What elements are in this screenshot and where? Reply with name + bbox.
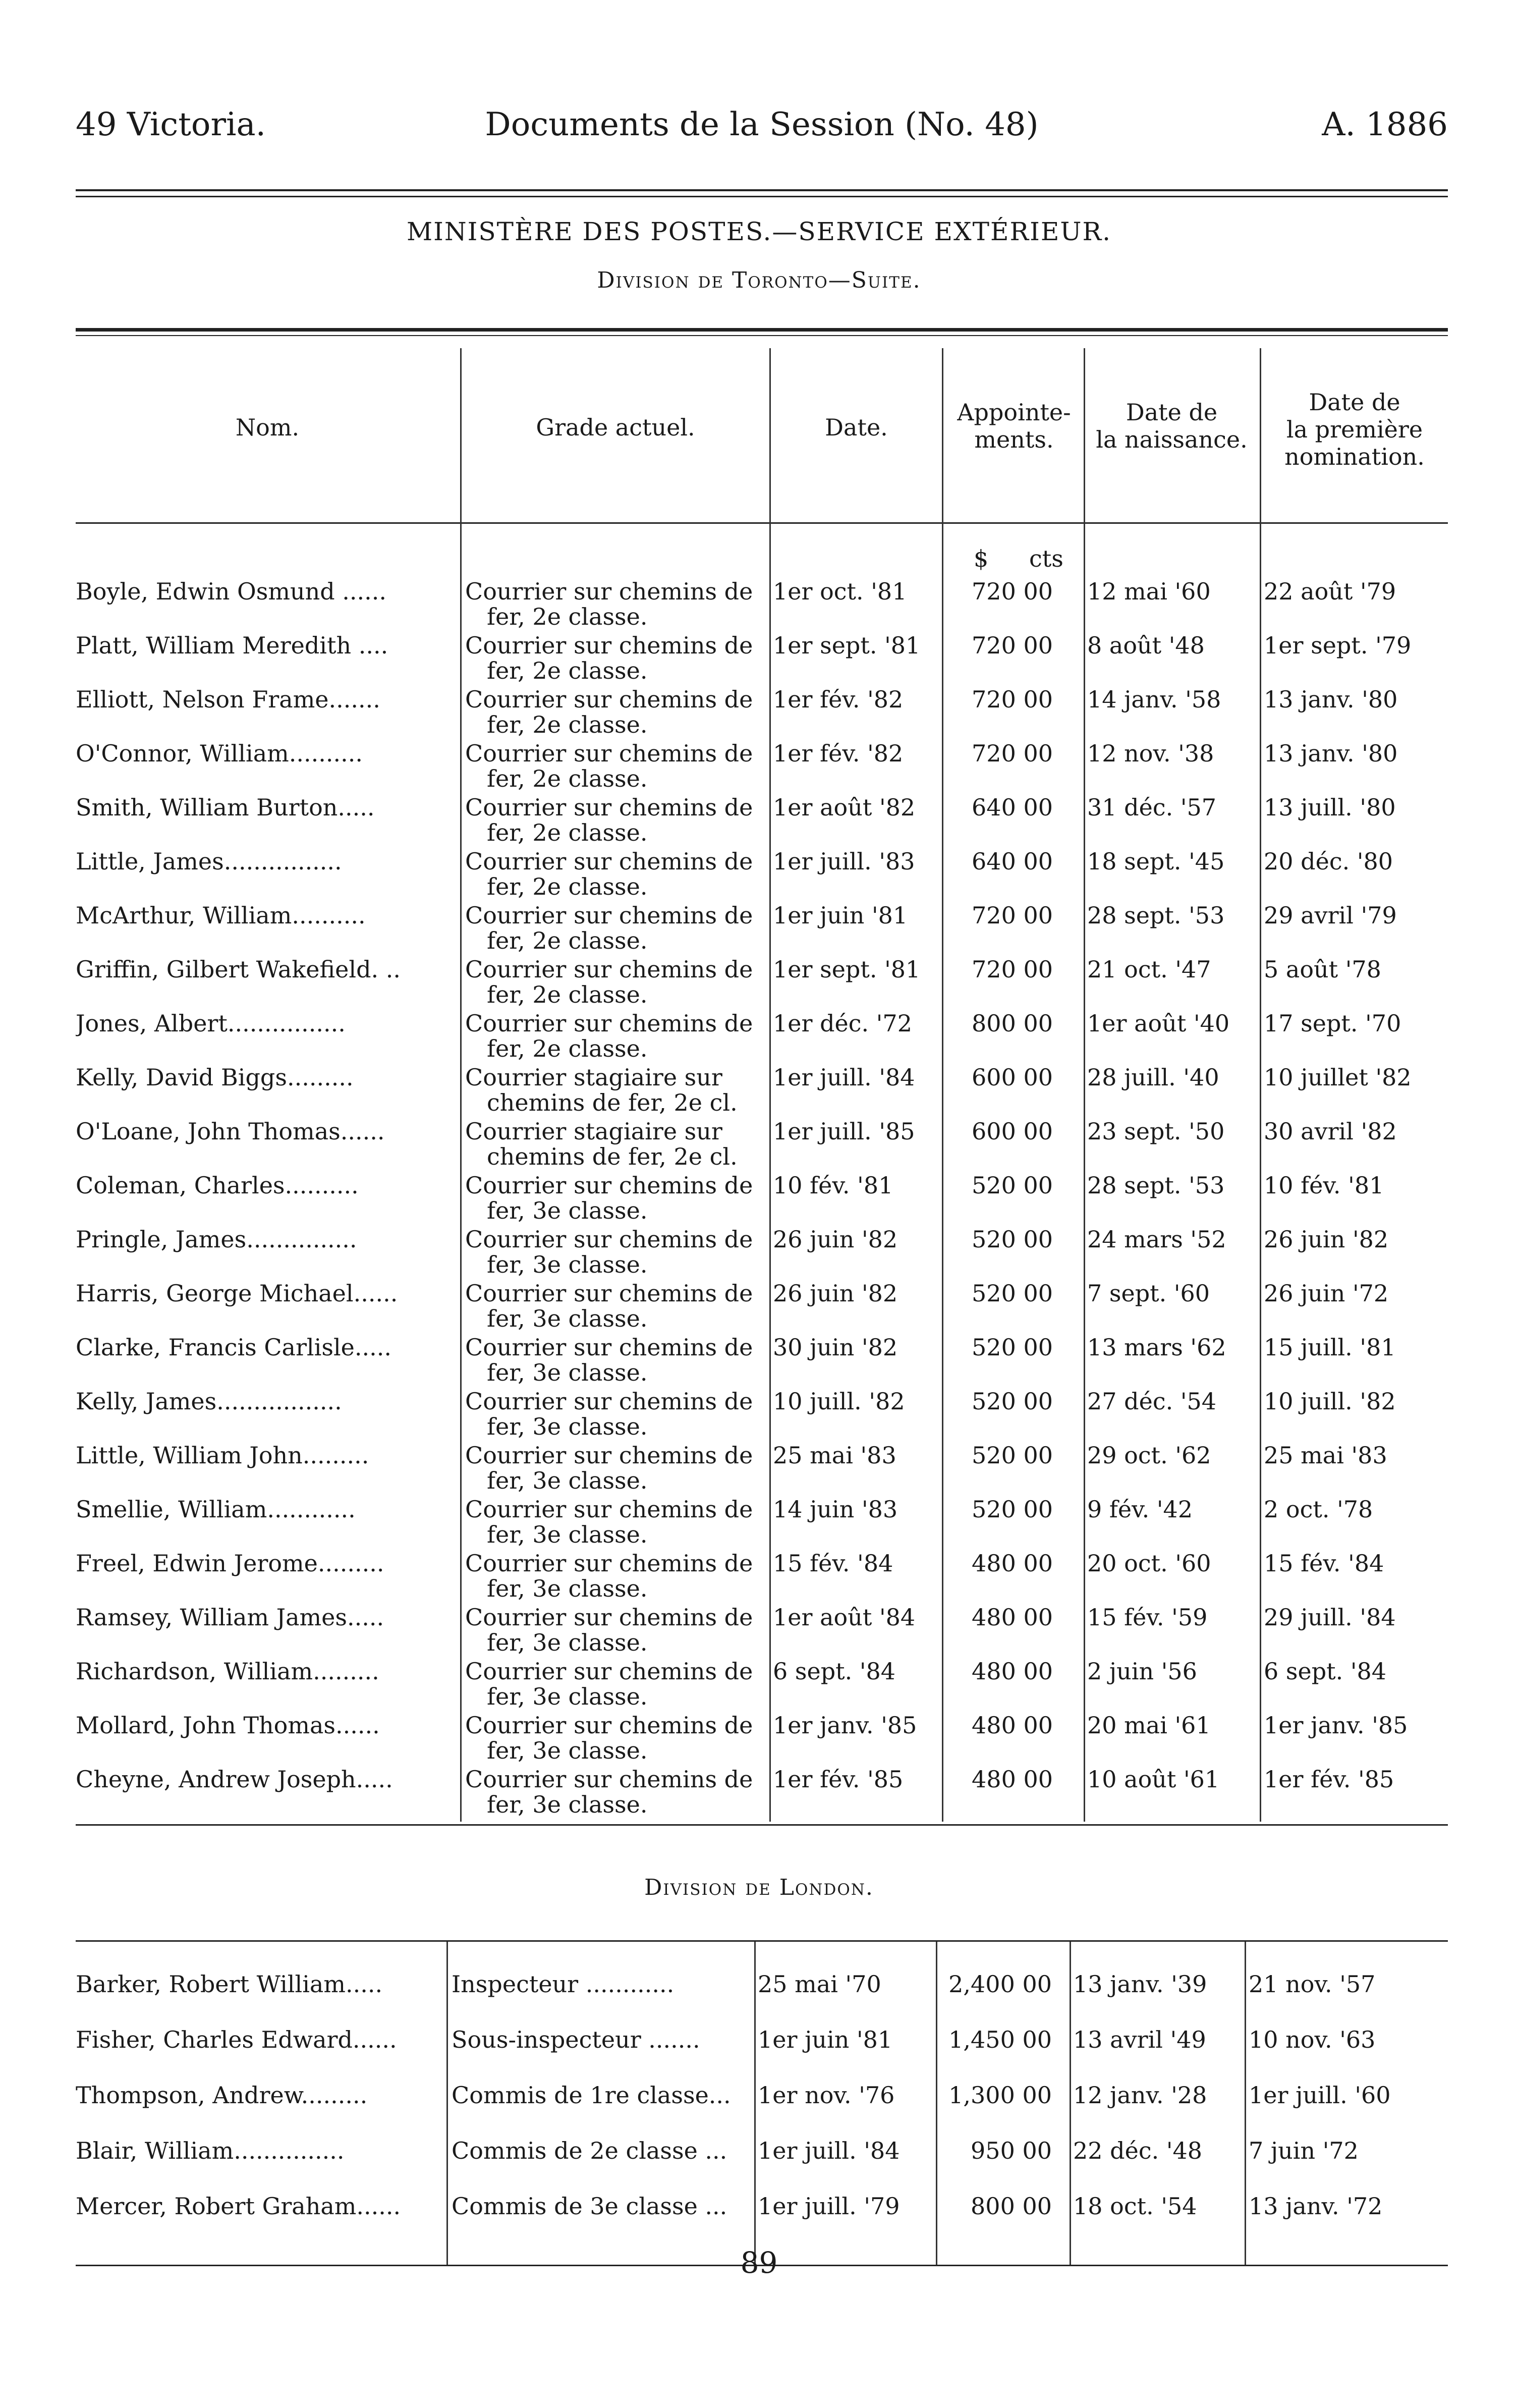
salary: 720 00	[972, 578, 1053, 605]
employee-name: Blair, William...............	[76, 2137, 345, 2164]
grade: Inspecteur ............	[452, 1971, 674, 1998]
grade-line-1: Courrier sur chemins de	[465, 1712, 753, 1739]
first-nomination-date: 10 nov. '63	[1249, 2026, 1376, 2053]
birth-date: 1er août '40	[1087, 1010, 1230, 1037]
salary: 520 00	[972, 1172, 1053, 1199]
grade-line-1: Courrier sur chemins de	[465, 794, 753, 821]
salary: 640 00	[972, 794, 1053, 821]
first-nomination-date: 26 juin '72	[1264, 1280, 1389, 1307]
salary: 950 00	[971, 2137, 1052, 2164]
employee-name: Little, James................	[76, 848, 342, 875]
grade-line-1: Courrier sur chemins de	[465, 902, 753, 929]
appointment-date: 1er juill. '83	[773, 848, 915, 875]
header-premiere-line1: Date de	[1309, 389, 1400, 416]
salary: 720 00	[972, 956, 1053, 983]
employee-name: Freel, Edwin Jerome.........	[76, 1550, 384, 1577]
birth-date: 9 fév. '42	[1087, 1496, 1193, 1523]
grade-line-1: Courrier sur chemins de	[465, 1010, 753, 1037]
appointment-date: 1er juin '81	[758, 2026, 893, 2053]
grade: Commis de 2e classe ...	[452, 2137, 727, 2164]
first-nomination-date: 25 mai '83	[1264, 1442, 1387, 1469]
column-rule	[754, 1942, 756, 2265]
employee-name: Fisher, Charles Edward......	[76, 2026, 397, 2053]
birth-date: 12 janv. '28	[1073, 2082, 1207, 2109]
first-nomination-date: 26 juin '82	[1264, 1226, 1389, 1253]
column-rule	[942, 348, 943, 1822]
salary: 640 00	[972, 848, 1053, 875]
birth-date: 10 août '61	[1087, 1766, 1220, 1793]
column-rule	[769, 348, 771, 1822]
grade-line-1: Courrier sur chemins de	[465, 848, 753, 875]
grade-line-2: fer, 2e classe.	[487, 981, 648, 1008]
appointment-date: 1er sept. '81	[773, 956, 921, 983]
head-rule-top	[76, 189, 1448, 191]
birth-date: 8 août '48	[1087, 632, 1205, 659]
header-naissance-line1: Date de	[1126, 399, 1218, 426]
first-nomination-date: 13 juill. '80	[1264, 794, 1396, 821]
birth-date: 13 avril '49	[1073, 2026, 1206, 2053]
first-nomination-date: 21 nov. '57	[1249, 1971, 1376, 1998]
column-rule	[460, 348, 462, 1822]
appointment-date: 1er oct. '81	[773, 578, 907, 605]
grade-line-1: Courrier sur chemins de	[465, 1334, 753, 1361]
appointment-date: 1er août '84	[773, 1604, 916, 1631]
employee-name: Mercer, Robert Graham......	[76, 2193, 401, 2220]
salary: 520 00	[972, 1280, 1053, 1307]
grade-line-2: fer, 3e classe.	[487, 1629, 648, 1656]
grade-line-1: Courrier sur chemins de	[465, 686, 753, 713]
running-head-center: Documents de la Session (No. 48)	[485, 106, 1039, 143]
grade-line-2: chemins de fer, 2e cl.	[487, 1143, 738, 1170]
employee-name: Cheyne, Andrew Joseph.....	[76, 1766, 393, 1793]
salary: 520 00	[972, 1442, 1053, 1469]
header-appointements-line2: ments.	[974, 426, 1054, 453]
salary: 600 00	[972, 1118, 1053, 1145]
employee-name: Griffin, Gilbert Wakefield. ..	[76, 956, 401, 983]
header-nom: Nom.	[235, 414, 300, 441]
grade: Commis de 3e classe ...	[452, 2193, 727, 2220]
employee-name: Harris, George Michael......	[76, 1280, 398, 1307]
grade-line-2: chemins de fer, 2e cl.	[487, 1089, 738, 1116]
birth-date: 28 juill. '40	[1087, 1064, 1219, 1091]
appointment-date: 1er nov. '76	[758, 2082, 895, 2109]
appointment-date: 1er fév. '82	[773, 740, 904, 767]
head-rule-bottom	[76, 196, 1448, 197]
column-rule	[1084, 348, 1085, 1822]
employee-name: O'Connor, William..........	[76, 740, 363, 767]
first-nomination-date: 6 sept. '84	[1264, 1658, 1387, 1685]
appointment-date: 1er déc. '72	[773, 1010, 912, 1037]
appointment-date: 1er août '82	[773, 794, 916, 821]
appointment-date: 1er fév. '85	[773, 1766, 904, 1793]
grade-line-2: fer, 3e classe.	[487, 1575, 648, 1602]
toronto-bottom-rule	[76, 1824, 1448, 1826]
birth-date: 7 sept. '60	[1087, 1280, 1210, 1307]
birth-date: 13 janv. '39	[1073, 1971, 1207, 1998]
grade-line-1: Courrier sur chemins de	[465, 1496, 753, 1523]
grade-line-1: Courrier stagiaire sur	[465, 1118, 722, 1145]
grade-line-2: fer, 3e classe.	[487, 1251, 648, 1278]
salary: 520 00	[972, 1496, 1053, 1523]
first-nomination-date: 15 juill. '81	[1264, 1334, 1396, 1361]
grade-line-2: fer, 3e classe.	[487, 1359, 648, 1386]
appointment-date: 1er juill. '84	[773, 1064, 915, 1091]
grade-line-2: fer, 2e classe.	[487, 927, 648, 954]
employee-name: Kelly, James.................	[76, 1388, 342, 1415]
birth-date: 24 mars '52	[1087, 1226, 1226, 1253]
header-premiere	[1261, 389, 1448, 470]
grade-line-1: Courrier sur chemins de	[465, 1388, 753, 1415]
employee-name: Richardson, William.........	[76, 1658, 379, 1685]
currency-dollar: $	[974, 545, 989, 572]
first-nomination-date: 29 avril '79	[1264, 902, 1397, 929]
column-rule	[446, 1942, 448, 2265]
grade-line-1: Courrier sur chemins de	[465, 1550, 753, 1577]
first-nomination-date: 10 juill. '82	[1264, 1388, 1396, 1415]
salary: 1,450 00	[948, 2026, 1052, 2053]
appointment-date: 26 juin '82	[773, 1280, 898, 1307]
page-number: 89	[740, 2246, 778, 2280]
salary: 520 00	[972, 1334, 1053, 1361]
grade-line-2: fer, 2e classe.	[487, 603, 648, 630]
grade-line-1: Courrier sur chemins de	[465, 1280, 753, 1307]
running-head	[76, 106, 1448, 151]
employee-name: O'Loane, John Thomas......	[76, 1118, 385, 1145]
salary: 600 00	[972, 1064, 1053, 1091]
salary: 480 00	[972, 1658, 1053, 1685]
salary: 480 00	[972, 1712, 1053, 1739]
header-grade: Grade actuel.	[536, 414, 695, 441]
employee-name: Kelly, David Biggs.........	[76, 1064, 354, 1091]
salary: 2,400 00	[948, 1971, 1052, 1998]
column-rule	[1245, 1942, 1246, 2265]
table-top-rule	[76, 328, 1448, 332]
section-title-toronto: Division de Toronto—Suite.	[597, 267, 921, 293]
column-rule	[1070, 1942, 1071, 2265]
salary: 720 00	[972, 902, 1053, 929]
grade-line-2: fer, 2e classe.	[487, 711, 648, 738]
first-nomination-date: 1er juill. '60	[1249, 2082, 1391, 2109]
birth-date: 18 oct. '54	[1073, 2193, 1197, 2220]
grade: Commis de 1re classe...	[452, 2082, 731, 2109]
birth-date: 15 fév. '59	[1087, 1604, 1208, 1631]
grade-line-2: fer, 3e classe.	[487, 1197, 648, 1224]
first-nomination-date: 30 avril '82	[1264, 1118, 1397, 1145]
appointment-date: 1er juill. '79	[758, 2193, 900, 2220]
first-nomination-date: 1er janv. '85	[1264, 1712, 1408, 1739]
salary: 1,300 00	[948, 2082, 1052, 2109]
appointment-date: 1er janv. '85	[773, 1712, 917, 1739]
grade-line-2: fer, 3e classe.	[487, 1521, 648, 1548]
grade-line-2: fer, 2e classe.	[487, 873, 648, 900]
grade-line-1: Courrier sur chemins de	[465, 578, 753, 605]
header-naissance-line2: la naissance.	[1096, 426, 1248, 453]
currency-cents: cts	[1029, 545, 1063, 572]
grade-line-2: fer, 2e classe.	[487, 1035, 648, 1062]
header-appointements	[943, 399, 1085, 453]
grade-line-2: fer, 2e classe.	[487, 819, 648, 846]
appointment-date: 25 mai '83	[773, 1442, 896, 1469]
salary: 480 00	[972, 1604, 1053, 1631]
employee-name: Smellie, William............	[76, 1496, 356, 1523]
birth-date: 13 mars '62	[1087, 1334, 1226, 1361]
first-nomination-date: 17 sept. '70	[1264, 1010, 1401, 1037]
header-naissance	[1085, 399, 1259, 453]
appointment-date: 1er juill. '85	[773, 1118, 915, 1145]
salary: 520 00	[972, 1388, 1053, 1415]
salary: 720 00	[972, 740, 1053, 767]
appointment-date: 6 sept. '84	[773, 1658, 896, 1685]
first-nomination-date: 7 juin '72	[1249, 2137, 1359, 2164]
birth-date: 27 déc. '54	[1087, 1388, 1217, 1415]
employee-name: Barker, Robert William.....	[76, 1971, 383, 1998]
grade: Sous-inspecteur .......	[452, 2026, 700, 2053]
first-nomination-date: 10 fév. '81	[1264, 1172, 1384, 1199]
appointment-date: 1er juill. '84	[758, 2137, 900, 2164]
employee-name: Smith, William Burton.....	[76, 794, 375, 821]
grade-line-1: Courrier sur chemins de	[465, 1766, 753, 1793]
first-nomination-date: 13 janv. '80	[1264, 686, 1398, 713]
appointment-date: 1er juin '81	[773, 902, 908, 929]
birth-date: 18 sept. '45	[1087, 848, 1225, 875]
grade-line-1: Courrier sur chemins de	[465, 632, 753, 659]
birth-date: 2 juin '56	[1087, 1658, 1197, 1685]
section-title-london: Division de London.	[644, 1875, 874, 1900]
header-premiere-line2: la première	[1286, 416, 1423, 443]
grade-line-2: fer, 3e classe.	[487, 1467, 648, 1494]
employee-name: Ramsey, William James.....	[76, 1604, 384, 1631]
employee-name: Clarke, Francis Carlisle.....	[76, 1334, 392, 1361]
grade-line-1: Courrier sur chemins de	[465, 1172, 753, 1199]
header-appointements-line1: Appointe-	[957, 399, 1071, 426]
document-title: MINISTÈRE DES POSTES.—SERVICE EXTÉRIEUR.	[406, 217, 1112, 246]
birth-date: 29 oct. '62	[1087, 1442, 1211, 1469]
first-nomination-date: 20 déc. '80	[1264, 848, 1393, 875]
london-top-rule	[76, 1940, 1448, 1942]
grade-line-1: Courrier sur chemins de	[465, 1442, 753, 1469]
appointment-date: 1er sept. '81	[773, 632, 921, 659]
appointment-date: 26 juin '82	[773, 1226, 898, 1253]
birth-date: 28 sept. '53	[1087, 902, 1225, 929]
employee-name: Pringle, James...............	[76, 1226, 357, 1253]
grade-line-2: fer, 3e classe.	[487, 1791, 648, 1818]
first-nomination-date: 22 août '79	[1264, 578, 1396, 605]
appointment-date: 25 mai '70	[758, 1971, 881, 1998]
salary: 800 00	[971, 2193, 1052, 2220]
employee-name: Elliott, Nelson Frame.......	[76, 686, 380, 713]
grade-line-1: Courrier sur chemins de	[465, 1658, 753, 1685]
employee-name: McArthur, William..........	[76, 902, 366, 929]
employee-name: Jones, Albert................	[76, 1010, 346, 1037]
birth-date: 23 sept. '50	[1087, 1118, 1225, 1145]
header-date: Date.	[825, 414, 888, 441]
grade-line-1: Courrier sur chemins de	[465, 740, 753, 767]
employee-name: Mollard, John Thomas......	[76, 1712, 380, 1739]
grade-line-1: Courrier sur chemins de	[465, 1604, 753, 1631]
column-rule	[1260, 348, 1261, 1822]
first-nomination-date: 13 janv. '80	[1264, 740, 1398, 767]
grade-line-1: Courrier sur chemins de	[465, 1226, 753, 1253]
appointment-date: 10 juill. '82	[773, 1388, 905, 1415]
salary: 720 00	[972, 686, 1053, 713]
grade-line-2: fer, 3e classe.	[487, 1305, 648, 1332]
appointment-date: 15 fév. '84	[773, 1550, 893, 1577]
column-rule	[936, 1942, 937, 2265]
birth-date: 28 sept. '53	[1087, 1172, 1225, 1199]
first-nomination-date: 10 juillet '82	[1264, 1064, 1412, 1091]
employee-name: Little, William John.........	[76, 1442, 369, 1469]
appointment-date: 30 juin '82	[773, 1334, 898, 1361]
first-nomination-date: 5 août '78	[1264, 956, 1381, 983]
birth-date: 21 oct. '47	[1087, 956, 1211, 983]
employee-name: Platt, William Meredith ....	[76, 632, 388, 659]
appointment-date: 1er fév. '82	[773, 686, 904, 713]
running-head-right: A. 1886	[1322, 106, 1448, 143]
appointment-date: 10 fév. '81	[773, 1172, 893, 1199]
running-head-left: 49 Victoria.	[76, 106, 266, 143]
table-top-rule-thin	[76, 335, 1448, 336]
grade-line-2: fer, 3e classe.	[487, 1413, 648, 1440]
first-nomination-date: 1er fév. '85	[1264, 1766, 1394, 1793]
first-nomination-date: 15 fév. '84	[1264, 1550, 1384, 1577]
grade-line-1: Courrier stagiaire sur	[465, 1064, 722, 1091]
birth-date: 12 nov. '38	[1087, 740, 1214, 767]
appointment-date: 14 juin '83	[773, 1496, 898, 1523]
first-nomination-date: 13 janv. '72	[1249, 2193, 1383, 2220]
header-premiere-line3: nomination.	[1284, 443, 1425, 470]
birth-date: 31 déc. '57	[1087, 794, 1217, 821]
employee-name: Thompson, Andrew.........	[76, 2082, 368, 2109]
birth-date: 20 mai '61	[1087, 1712, 1211, 1739]
first-nomination-date: 29 juill. '84	[1264, 1604, 1396, 1631]
salary: 480 00	[972, 1550, 1053, 1577]
first-nomination-date: 1er sept. '79	[1264, 632, 1412, 659]
employee-name: Coleman, Charles..........	[76, 1172, 359, 1199]
birth-date: 20 oct. '60	[1087, 1550, 1211, 1577]
grade-line-2: fer, 2e classe.	[487, 765, 648, 792]
birth-date: 22 déc. '48	[1073, 2137, 1203, 2164]
grade-line-2: fer, 3e classe.	[487, 1737, 648, 1764]
grade-line-1: Courrier sur chemins de	[465, 956, 753, 983]
first-nomination-date: 2 oct. '78	[1264, 1496, 1373, 1523]
salary: 480 00	[972, 1766, 1053, 1793]
salary: 800 00	[972, 1010, 1053, 1037]
grade-line-2: fer, 3e classe.	[487, 1683, 648, 1710]
employee-name: Boyle, Edwin Osmund ......	[76, 578, 387, 605]
birth-date: 14 janv. '58	[1087, 686, 1221, 713]
birth-date: 12 mai '60	[1087, 578, 1211, 605]
header-rule	[76, 522, 1448, 524]
salary: 520 00	[972, 1226, 1053, 1253]
salary: 720 00	[972, 632, 1053, 659]
grade-line-2: fer, 2e classe.	[487, 657, 648, 684]
